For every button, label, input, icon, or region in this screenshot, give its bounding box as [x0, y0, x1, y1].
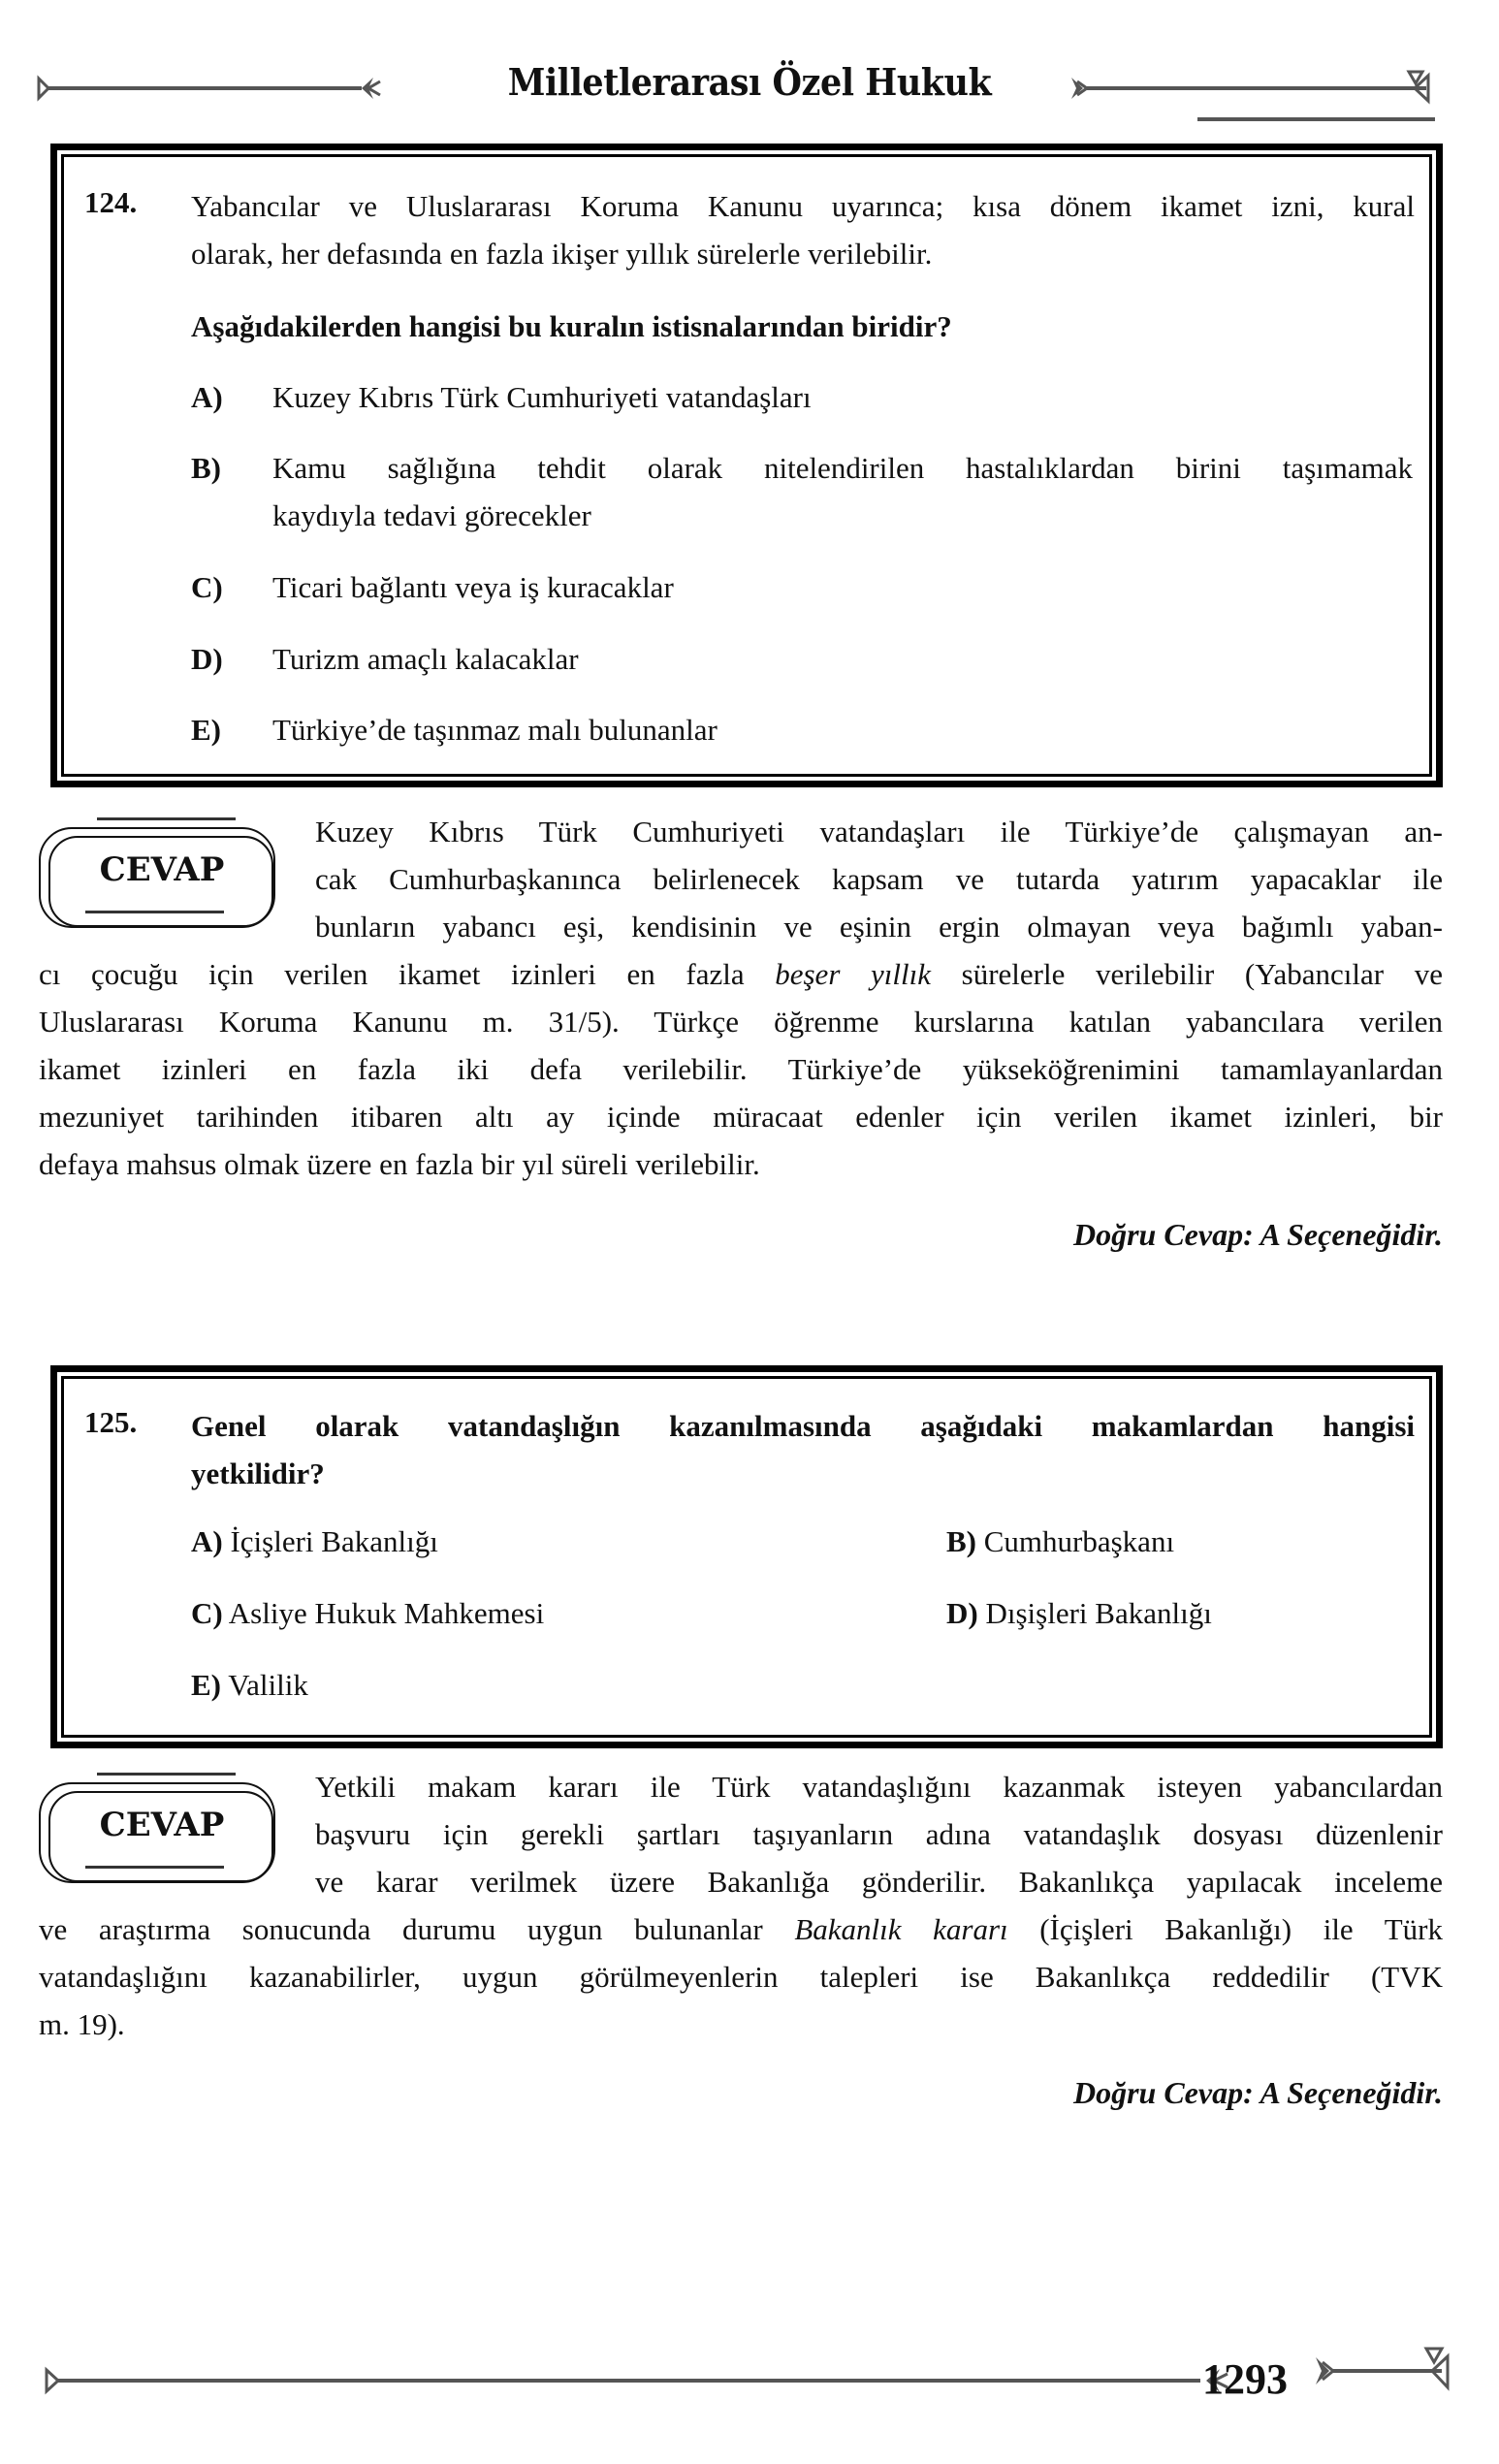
option-label: B)	[191, 451, 221, 485]
explanation-125-cont: ve araştırma sonucunda durumu uygun bulunanlar Bakanlık kararı (İçişleri Bakanlığı) ile Türk vatandaşlığını kazanabilirler, uygun görülmeyenlerin talepleri ise Bakanlıkça reddedilir (TVK m. 19).	[39, 1912, 1443, 2041]
badge-bottom-rule	[85, 1866, 224, 1869]
stem-line: Yabancılar ve Uluslararası Koruma Kanunu uyarınca; kısa dönem ikamet izni, kural	[191, 189, 1415, 223]
question-prompt: Aşağıdakilerden hangisi bu kuralın istisnalarından biridir?	[191, 309, 952, 343]
option-label: A)	[191, 380, 223, 414]
header-underline	[1197, 117, 1435, 121]
explanation-124: Kuzey Kıbrıs Türk Cumhuriyeti vatandaşları ile Türkiye’de çalışmayan an- cak Cumhurbaşkanınca belirlenecek kapsam ve tutarda yatırım yapacaklar ile bunların yabancı eşi, kendisinin ve eşinin ergin olmayan veya bağımlı yaban-	[315, 815, 1443, 944]
question-prompt: Genel olarak vatandaşlığın kazanılmasında aşağıdaki makamlardan hangisi yetkilidir?	[191, 1409, 1415, 1490]
option-text: Ticari bağlantı veya iş kuracaklar	[272, 570, 674, 604]
question-box-124	[50, 144, 1443, 787]
option-a[interactable]: A) İçişleri Bakanlığı	[191, 1524, 438, 1558]
option-text: Kamu sağlığına tehdit olarak nitelendirilen hastalıklardan birini taşımamak kaydıyla tedavi görecekler	[272, 451, 1413, 532]
option-c[interactable]: C) Asliye Hukuk Mahkemesi	[191, 1596, 545, 1630]
option-b[interactable]: B) Cumhurbaşkanı	[946, 1524, 1175, 1558]
correct-answer: Doğru Cevap: A Seçeneğidir.	[1072, 1217, 1443, 1252]
badge-bottom-rule	[85, 911, 224, 913]
option-text: Valilik	[228, 1668, 308, 1702]
header-right-ornament-icon	[1069, 68, 1438, 103]
emphasis: Bakanlık kararı	[794, 1912, 1008, 1946]
emphasis: beşer yıllık	[775, 957, 931, 991]
option-c[interactable]	[191, 563, 674, 611]
page-number: 1293	[1202, 2355, 1288, 2403]
explanation-124-cont: cı çocuğu için verilen ikamet izinleri en fazla beşer yıllık sürelerle verilebilir (Yabancılar ve Uluslararası Koruma Kanunu m. 31/5). Türkçe öğrenme kurslarına katılan yabancılara verilen ikamet izinleri en fazla iki defa verilebilir. Türkiye’de yükseköğrenimini tamamlayanlardan mezuniyet tarihinden itibaren altı ay içinde müracaat edenler için verilen ikamet izinleri, bir defaya mahsus olmak üzere en fazla bir yıl süreli verilebilir.	[39, 957, 1443, 1181]
option-label: D)	[191, 642, 223, 676]
option-label: C)	[191, 570, 223, 604]
question-number: 124.	[84, 185, 138, 219]
correct-answer: Doğru Cevap: A Seçeneğidir.	[1072, 2075, 1443, 2110]
page-title: Milletlerarası Özel Hukuk	[507, 60, 992, 104]
badge-label: CEVAP	[99, 1806, 225, 1844]
footer-right-ornament-icon	[1314, 2345, 1459, 2393]
footer-left-ornament-icon	[47, 2366, 1234, 2395]
option-e[interactable]	[191, 706, 718, 753]
option-e[interactable]: E) Valilik	[191, 1668, 308, 1702]
answer-badge	[39, 1775, 281, 1891]
stem-line: olarak, her defasında en fazla ikişer yıllık sürelerle verilebilir.	[191, 237, 933, 271]
badge-top-rule	[97, 817, 236, 820]
option-text: Asliye Hukuk Mahkemesi	[228, 1596, 545, 1630]
option-text: Kuzey Kıbrıs Türk Cumhuriyeti vatandaşları	[272, 380, 812, 414]
option-text: Turizm amaçlı kalacaklar	[272, 642, 579, 676]
option-label: E)	[191, 713, 221, 747]
option-d[interactable]: D) Dışişleri Bakanlığı	[946, 1596, 1212, 1630]
question-box-125	[50, 1365, 1443, 1748]
option-text: Dışişleri Bakanlığı	[985, 1596, 1212, 1630]
badge-top-rule	[97, 1773, 236, 1776]
badge-label: CEVAP	[99, 850, 225, 889]
explanation-125: Yetkili makam kararı ile Türk vatandaşlığını kazanmak isteyen yabancılardan başvuru için gerekli şartları taşıyanların adına vatandaşlık dosyası düzenlenir ve karar verilmek üzere Bakanlığa gönderilir. Bakanlıkça yapılacak inceleme	[315, 1770, 1443, 1899]
option-text: İçişleri Bakanlığı	[230, 1524, 438, 1558]
option-a[interactable]	[191, 373, 812, 421]
option-text: Türkiye’de taşınmaz malı bulunanlar	[272, 713, 718, 747]
option-text: Cumhurbaşkanı	[983, 1524, 1175, 1558]
question-stem	[191, 182, 1415, 277]
answer-badge	[39, 819, 281, 936]
option-d[interactable]	[191, 635, 579, 683]
option-b[interactable]	[191, 444, 1413, 532]
question-number: 125.	[84, 1405, 138, 1439]
